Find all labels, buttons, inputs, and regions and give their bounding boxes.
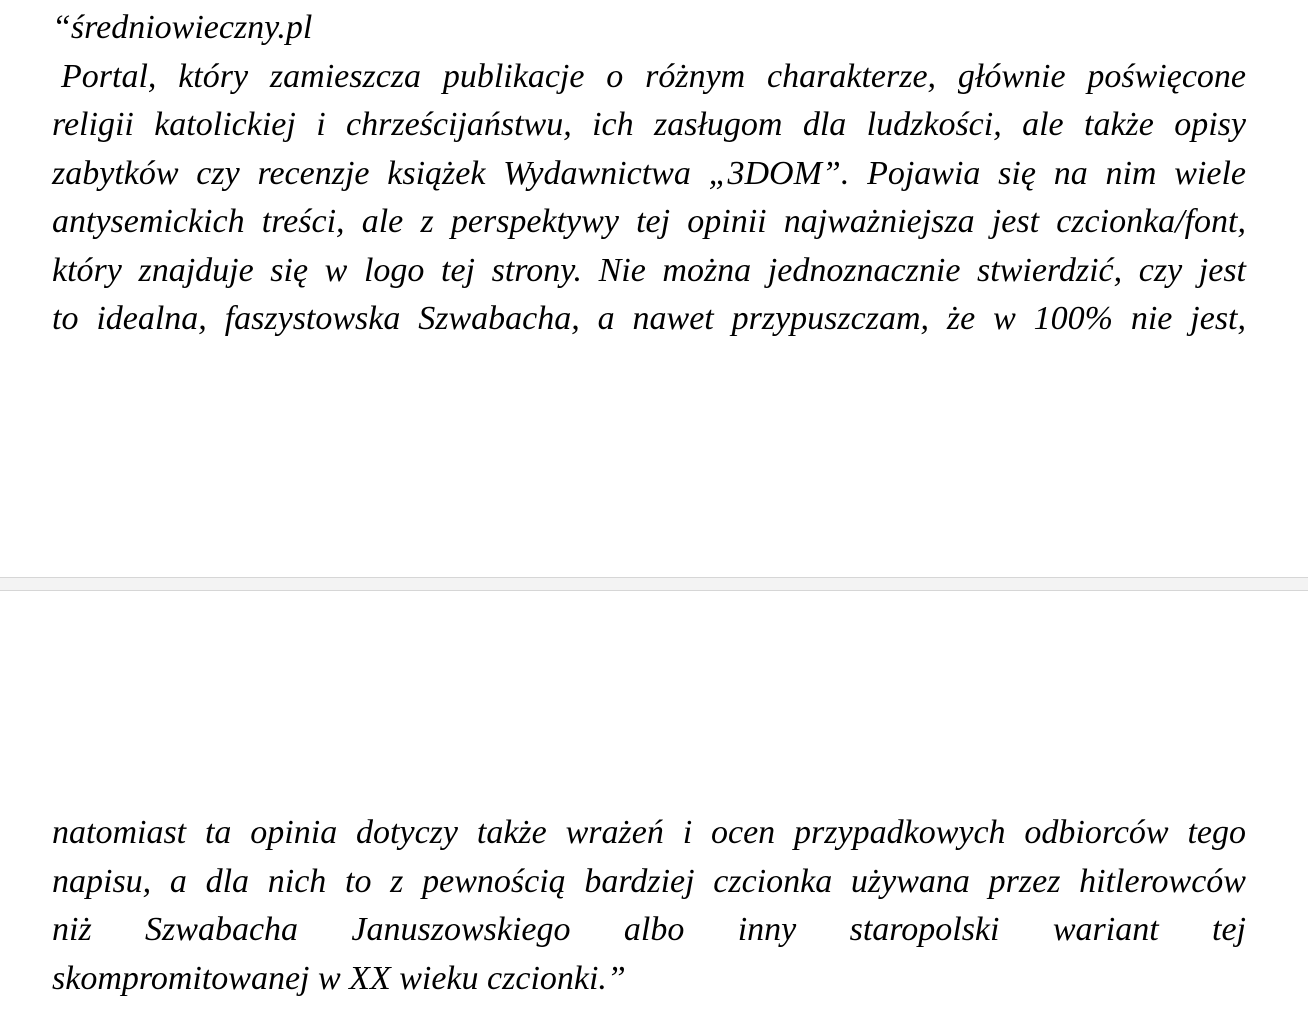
paragraph-line: antysemickich treści, ale z perspektywy tej opinii najważniejsza jest czcionka/font, (52, 203, 1246, 240)
page-2-text (52, 809, 1246, 1003)
paragraph-line: niż Szwabacha Januszowskiego albo inny staropolski wariant tej (52, 911, 1246, 948)
paragraph-line: Portal, który zamieszcza publikacje o różnym charakterze, głównie poświęcone (61, 57, 1246, 95)
paragraph-line: napisu, a dla nich to z pewnością bardziej czcionka używana przez hitlerowców (52, 862, 1246, 900)
paragraph-last-line: skompromitowanej w XX wieku czcionki.” (52, 959, 626, 997)
page-break-separator (0, 577, 1308, 591)
paragraph-line: zabytków czy recenzje książek Wydawnictwa „3DOM”. Pojawia się na nim wiele (52, 154, 1246, 192)
paragraph-line: natomiast ta opinia dotyczy także wrażeń i ocen przypadkowych odbiorców tego (52, 814, 1246, 851)
page-1-text (52, 4, 1246, 344)
paragraph-line: to idealna, faszystowska Szwabacha, a nawet przypuszczam, że w 100% nie jest, (52, 300, 1246, 337)
quote-heading: “średniowieczny.pl (52, 9, 313, 46)
paragraph-line: który znajduje się w logo tej strony. Nie można jednoznacznie stwierdzić, czy jest (52, 251, 1246, 289)
paragraph-line: religii katolickiej i chrześcijaństwu, ich zasługom dla ludzkości, ale także opisy (52, 106, 1246, 143)
